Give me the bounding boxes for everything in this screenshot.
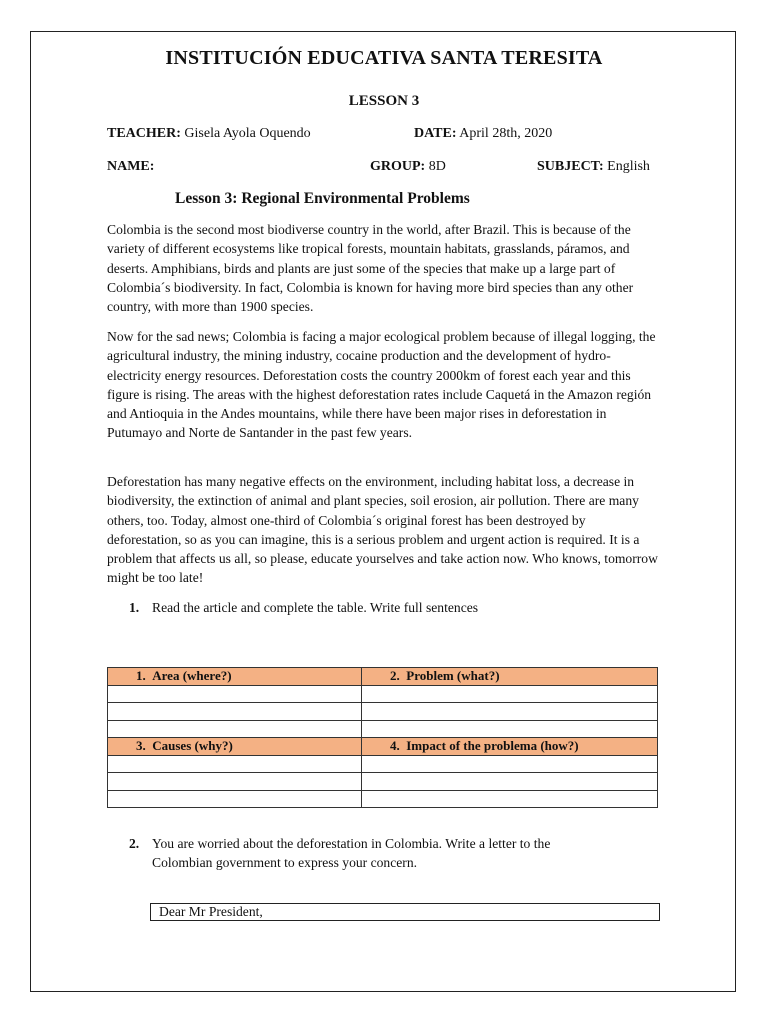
header-area: 1. Area (where?) bbox=[108, 668, 362, 686]
task-1-instruction: Read the article and complete the table. Write full sentences bbox=[152, 600, 479, 615]
answer-cell[interactable] bbox=[362, 703, 658, 721]
subject-label: SUBJECT: bbox=[537, 159, 604, 174]
task-2-number: 2. bbox=[129, 836, 140, 851]
teacher-value: Gisela Ayola Oquendo bbox=[184, 126, 311, 141]
table-row bbox=[108, 755, 658, 773]
answer-cell[interactable] bbox=[362, 685, 658, 703]
name-field bbox=[107, 159, 154, 175]
answer-table bbox=[107, 667, 658, 808]
table-row bbox=[108, 703, 658, 721]
header-impact: 4. Impact of the problema (how?) bbox=[362, 738, 658, 756]
school-title: INSTITUCIÓN EDUCATIVA SANTA TERESITA bbox=[165, 47, 603, 69]
letter-input[interactable] bbox=[150, 903, 660, 921]
table-row bbox=[108, 790, 658, 808]
table-row bbox=[108, 773, 658, 791]
table-header-row bbox=[108, 738, 658, 756]
answer-cell[interactable] bbox=[108, 790, 362, 808]
date-value: April 28th, 2020 bbox=[459, 126, 553, 141]
subject-field bbox=[537, 159, 650, 175]
task-1 bbox=[129, 598, 659, 618]
group-label: GROUP: bbox=[370, 159, 426, 174]
header-problem: 2. Problem (what?) bbox=[362, 668, 658, 686]
answer-cell[interactable] bbox=[108, 773, 362, 791]
table-row bbox=[108, 720, 658, 738]
paragraph-2: Now for the sad news; Colombia is facing a major ecological problem because of illegal logging, the agricultural industry, the mining industry, cocaine production and the development of hydro-electricity energy resources. Deforestation costs the country 2000km of forest each year and this figure is rising. The areas with the highest deforestation rates include Caquetá in the Amazon región and Antioquia in the Andes mountains, while there have been major rises in deforestation in Putumayo and Norte de Santander in the past few years. bbox=[107, 329, 656, 441]
answer-cell[interactable] bbox=[362, 720, 658, 738]
article-title: Lesson 3: Regional Environmental Problems bbox=[175, 190, 470, 207]
answer-cell[interactable] bbox=[108, 720, 362, 738]
group-value: 8D bbox=[428, 159, 446, 174]
header-causes: 3. Causes (why?) bbox=[108, 738, 362, 756]
answer-cell[interactable] bbox=[362, 773, 658, 791]
name-label: NAME: bbox=[107, 159, 155, 174]
answer-cell[interactable] bbox=[108, 755, 362, 773]
teacher-label: TEACHER: bbox=[107, 126, 181, 141]
lesson-heading: LESSON 3 bbox=[348, 93, 420, 109]
date-field bbox=[414, 126, 552, 142]
answer-cell[interactable] bbox=[362, 755, 658, 773]
table-row bbox=[108, 685, 658, 703]
paragraph-3: Deforestation has many negative effects on the environment, including habitat loss, a decrease in biodiversity, the extinction of animal and plant species, soil erosion, air pollution. There are many others, too. Today, almost one-third of Colombia´s original forest has been destroyed by deforestation, so as you can imagine, this is a serious problem and urgent action is required. It is a problem that affects us all, so please, educate yourselves and take action now. Who knows, tomorrow might be too late! bbox=[107, 474, 658, 586]
group-field bbox=[370, 159, 446, 175]
paragraph-1: Colombia is the second most biodiverse country in the world, after Brazil. This is because of the variety of different ecosystems like tropical forests, mountain habitats, grasslands, páramos, and deserts. Amphibians, birds and plants are just some of the species that make up a large part of Colombia´s biodiversity. In fact, Colombia is known for having more bird species than any other country, with more than 1900 species. bbox=[107, 222, 634, 315]
answer-cell[interactable] bbox=[362, 790, 658, 808]
task-2 bbox=[129, 834, 659, 874]
task-2-line-1: You are worried about the deforestation in Colombia. Write a letter to the bbox=[152, 836, 551, 851]
task-1-number: 1. bbox=[129, 600, 140, 615]
letter-greeting: Dear Mr President, bbox=[159, 904, 263, 919]
date-label: DATE: bbox=[414, 126, 457, 141]
task-2-line-2: Colombian government to express your concern. bbox=[152, 855, 418, 871]
subject-value: English bbox=[607, 159, 650, 174]
answer-cell[interactable] bbox=[108, 703, 362, 721]
table-header-row bbox=[108, 668, 658, 686]
answer-cell[interactable] bbox=[108, 685, 362, 703]
teacher-field bbox=[107, 126, 311, 142]
